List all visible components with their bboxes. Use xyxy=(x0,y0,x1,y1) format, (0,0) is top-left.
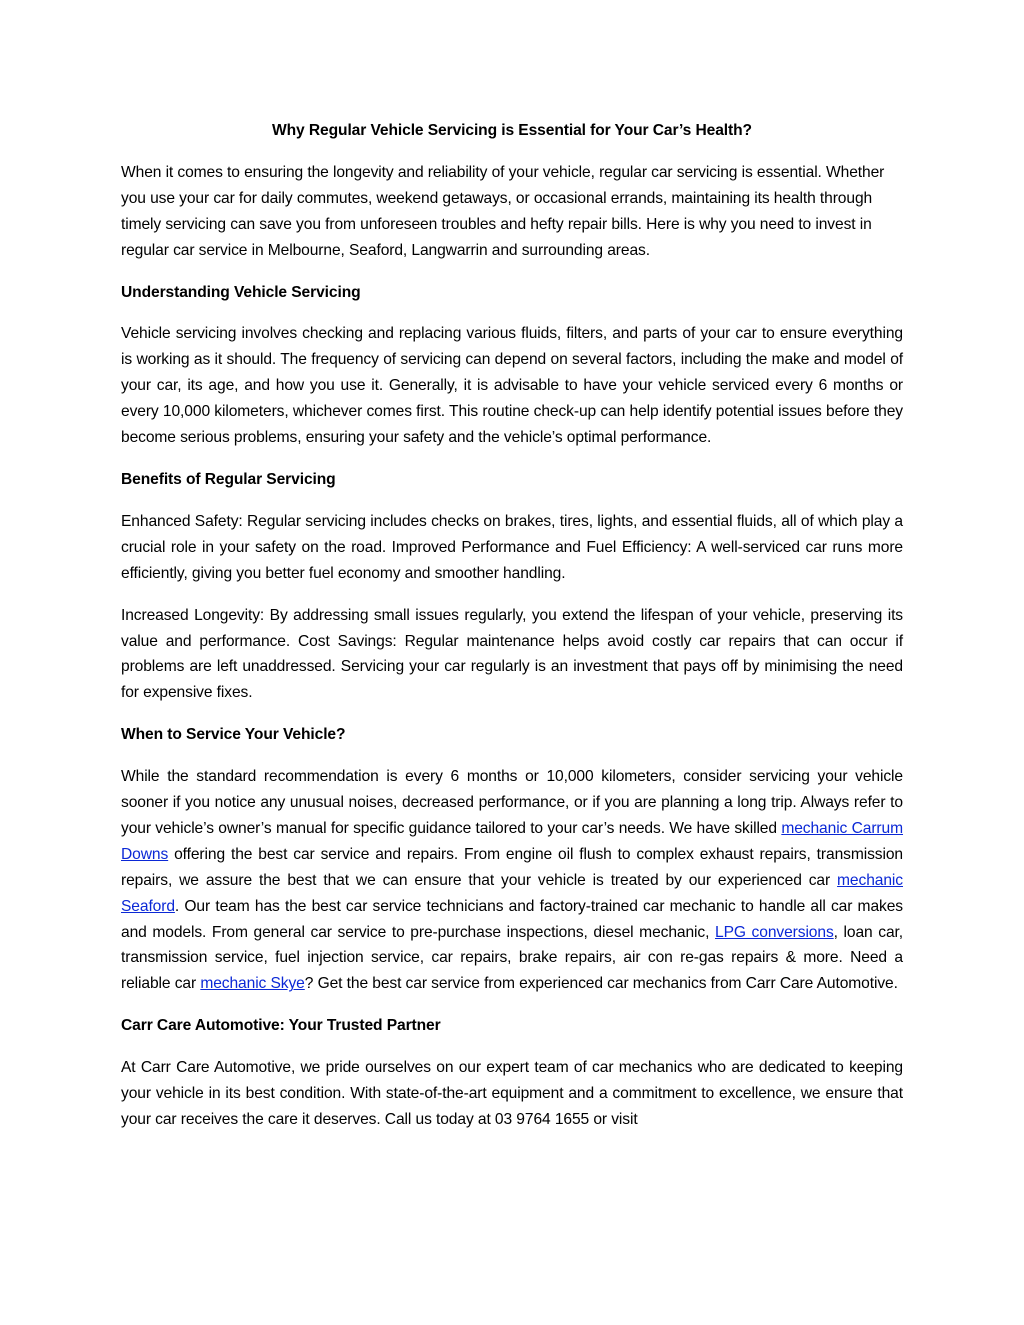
when-text-segment: offering the best car service and repairs. From engine oil flush to complex exhaust repairs, transmission repairs, we assure the best that we can ensure that your vehicle is treated by our experienced car xyxy=(121,845,903,889)
link-mechanic-carrum-downs[interactable]: mechanic Carrum Downs xyxy=(121,819,903,863)
when-text-segment: , loan car, transmission service, fuel injection service, car repairs, brake repairs, air con re-gas repairs & more. Need a reliable car xyxy=(121,923,903,993)
section-heading-trusted-partner: Carr Care Automotive: Your Trusted Partner xyxy=(121,1017,441,1035)
link-mechanic-skye[interactable]: mechanic Skye xyxy=(200,975,305,993)
page-title: Why Regular Vehicle Servicing is Essential for Your Car’s Health? xyxy=(272,122,752,139)
trusted-partner-paragraph: At Carr Care Automotive, we pride ourselves on our expert team of car mechanics who are dedicated to keeping your vehicle in its best condition. With state-of-the-art equipment and a commitment to excellence, we ensure that your car receives the care it deserves. Call us today at 03 9764 1655 or visit xyxy=(121,1059,903,1128)
understanding-paragraph: Vehicle servicing involves checking and replacing various fluids, filters, and parts of your car to ensure everything is working as it should. The frequency of servicing can depend on several factors, including the make and model of your car, its age, and how you use it. Generally, it is advisable to have your vehicle serviced every 6 months or every 10,000 kilometers, whichever comes first. This routine check-up can help identify potential issues before they become serious problems, ensuring your safety and the vehicle’s optimal performance. xyxy=(121,325,903,447)
link-mechanic-seaford[interactable]: mechanic Seaford xyxy=(121,871,903,915)
when-text-segment: . Our team has the best car service technicians and factory-trained car mechanic to handle all car makes and models. From general car service to pre-purchase inspections, diesel mechanic, xyxy=(121,897,903,941)
when-text-segment: ? Get the best car service from experienced car mechanics from Carr Care Automotive. xyxy=(304,975,898,993)
section-heading-understanding: Understanding Vehicle Servicing xyxy=(121,283,361,301)
intro-paragraph: When it comes to ensuring the longevity and reliability of your vehicle, regular car servicing is essential. Whether you use your car for daily commutes, weekend getaways, or occasional errands, maintaining its health through timely servicing can save you from unforeseen troubles and hefty repair bills. Here is why you need to invest in regular car service in Melbourne, Seaford, Langwarrin and surrounding areas. xyxy=(121,163,885,259)
section-heading-when: When to Service Your Vehicle? xyxy=(121,726,346,744)
benefits-paragraph-1: Enhanced Safety: Regular servicing includes checks on brakes, tires, lights, and essential fluids, all of which play a crucial role in your safety on the road. Improved Performance and Fuel Efficiency: A well-serviced car runs more efficiently, giving you better fuel economy and smoother handling. xyxy=(121,512,903,582)
when-text-segment: While the standard recommendation is every 6 months or 10,000 kilometers, consider servicing your vehicle sooner if you notice any unusual noises, decreased performance, or if you are planning a long trip. Always refer to your vehicle’s owner’s manual for specific guidance tailored to your car’s needs. We have skilled xyxy=(121,768,903,837)
when-paragraph xyxy=(121,764,903,997)
link-lpg-conversions[interactable]: LPG conversions xyxy=(715,923,834,941)
benefits-paragraph-2: Increased Longevity: By addressing small issues regularly, you extend the lifespan of your vehicle, preserving its value and performance. Cost Savings: Regular maintenance helps avoid costly car repairs that can occur if problems are left unaddressed. Servicing your car regularly is an investment that pays off by minimising the need for expensive fixes. xyxy=(121,606,903,702)
section-heading-benefits: Benefits of Regular Servicing xyxy=(121,470,336,488)
document-page xyxy=(121,118,903,1149)
